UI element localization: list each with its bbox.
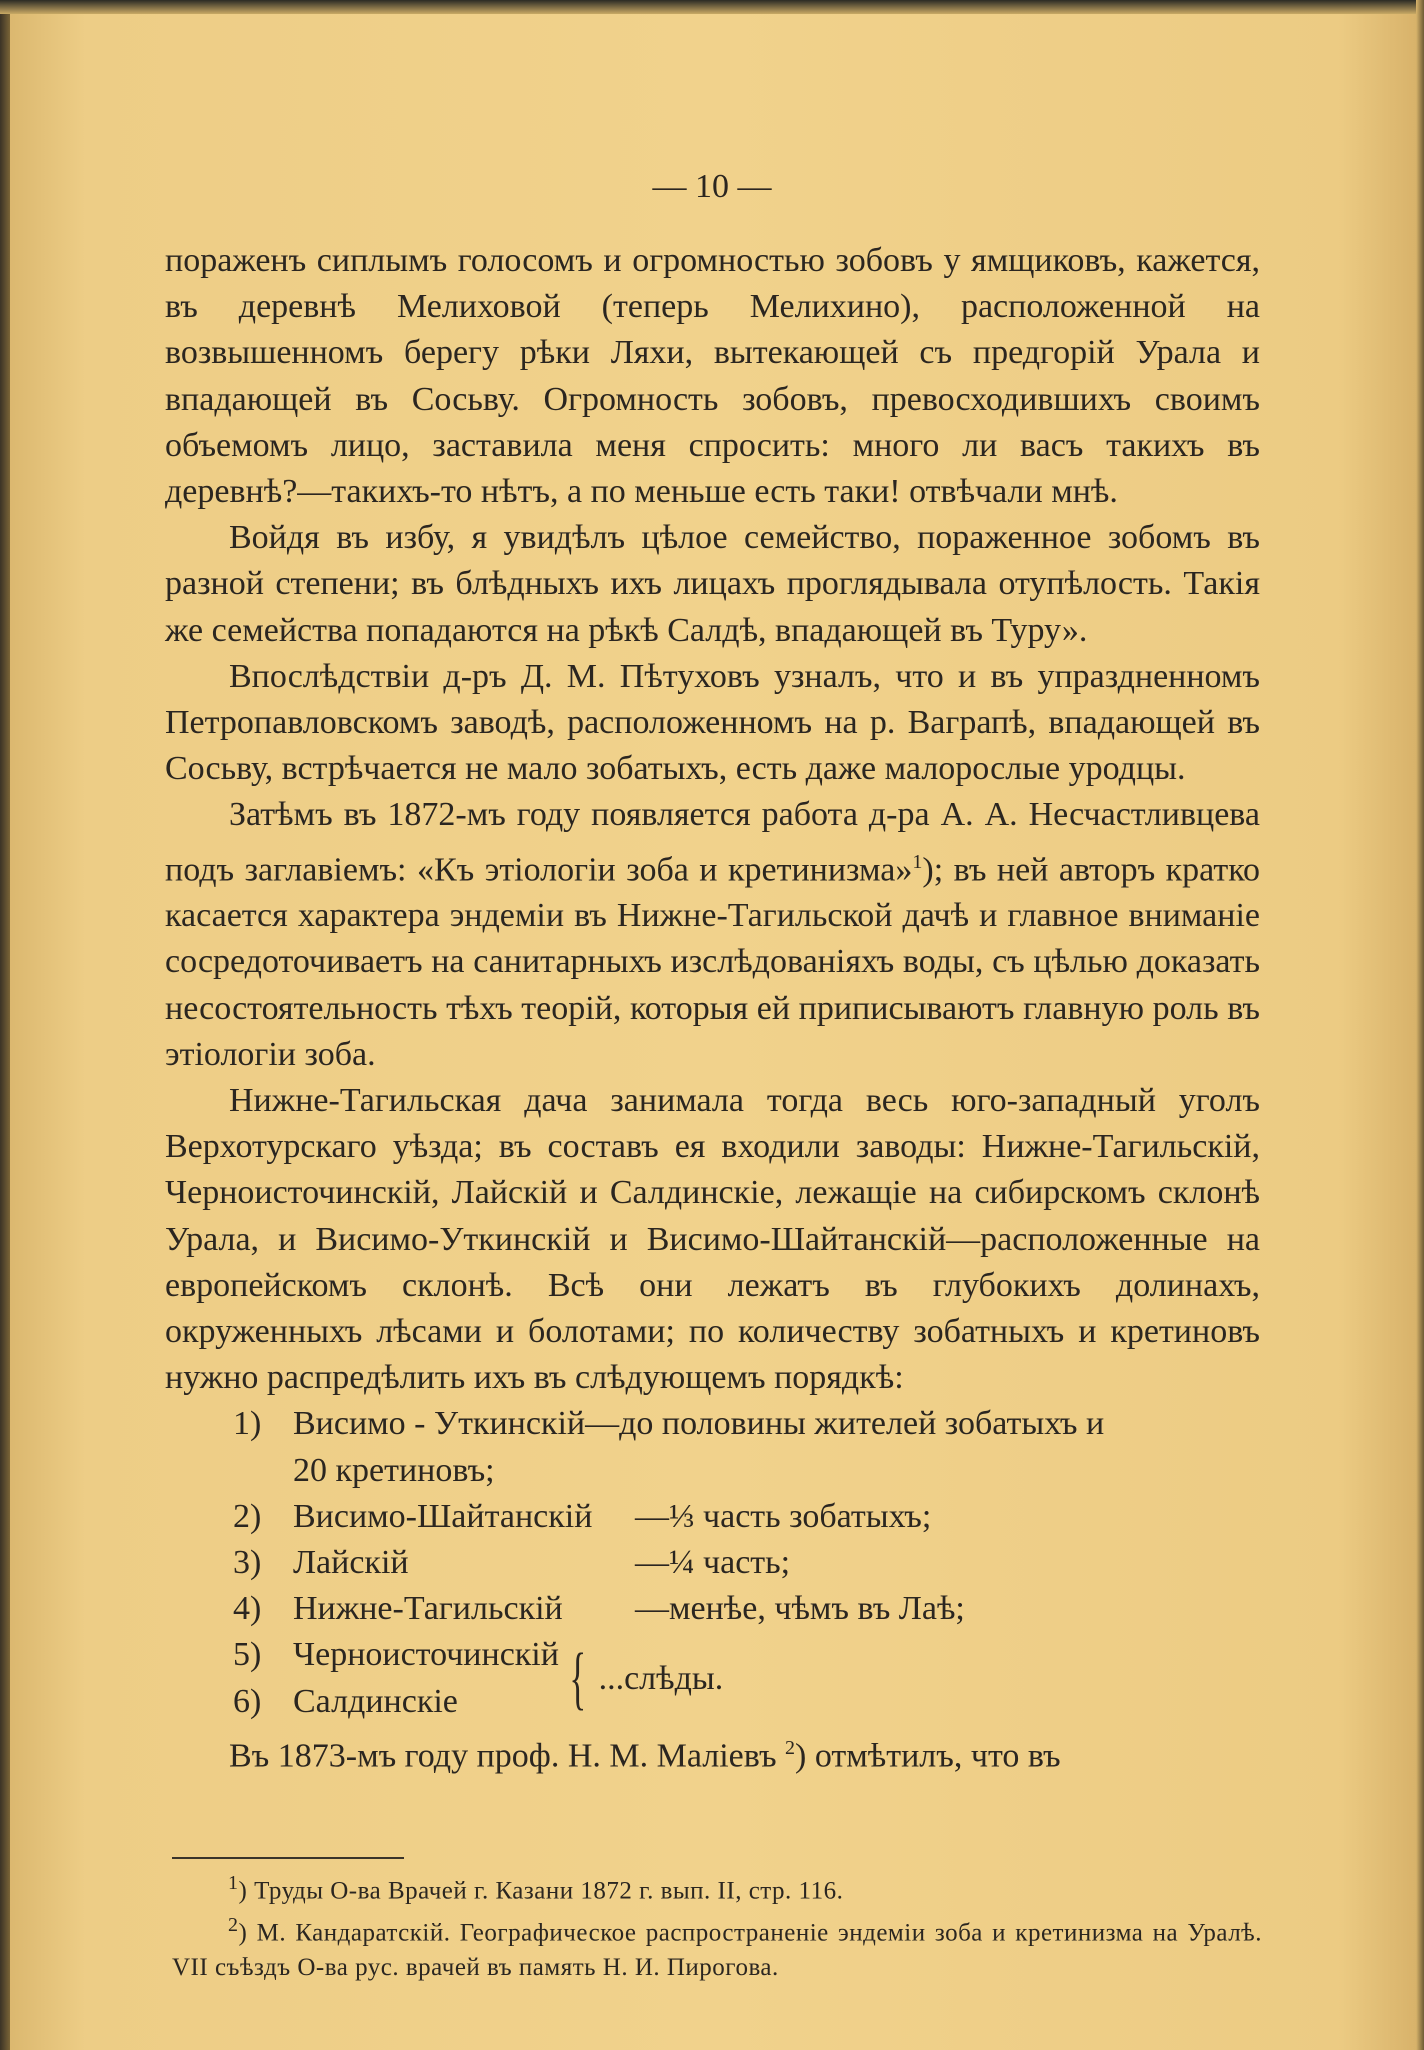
- paragraph-text: ; въ ней авторъ кратко касается характера эндеміи въ Нижне-Тагильской дачѣ и главное вниманіе сосредоточиваетъ на санитарныхъ изслѣдованіяхъ воды, съ цѣлью доказать несостоятельность тѣхъ теорій, которыя ей приписываютъ главную роль въ этіологіи зоба.: [165, 850, 1261, 1073]
- paragraph-text: Затѣмъ въ 1872-мъ году появляется работа д-ра А. А. Несчастливцева подъ заглавіемъ: «Къ этіологіи зоба и кретинизма»: [165, 796, 1260, 888]
- list-number: 1): [233, 1405, 262, 1443]
- paragraph-text: Въ 1873-мъ году проф. Н. М. Маліевъ: [229, 1737, 786, 1775]
- brace-glyph: {: [569, 1639, 587, 1717]
- list-number: 5): [233, 1636, 262, 1674]
- list-name: Лайскій: [293, 1544, 409, 1582]
- page-number: — 10 —: [652, 168, 772, 205]
- list-item: [165, 1401, 1260, 1447]
- paragraph: пораженъ сиплымъ голосомъ и огромностью зобовъ у ямщиковъ, кажется, въ деревнѣ Мелиховой (теперь Мелихино), расположенной на возвышенномъ берегу рѣки Ляхи, вытекающей съ предгорій Урала и впадающей въ Сосьву. Огромность зобовъ, превосходившихъ своимъ объемомъ лицо, заставила меня спросить: много ли васъ такихъ въ деревнѣ?—такихъ-то нѣтъ, а по меньше есть таки! отвѣчали мнѣ.: [165, 242, 1260, 511]
- list-group: [165, 1632, 1260, 1724]
- paragraph: Затѣмъ въ 1872-мъ году появляется работа д-ра А. А. Несчастливцева подъ заглавіемъ: «Къ этіологіи зоба и кретинизма»$^1$); въ ней авторъ кратко касается характера эндеміи въ Нижне-Тагильской дачѣ и главное вниманіе сосредоточиваетъ на санитарныхъ изслѣдованіяхъ воды, съ цѣлью доказать несостоятельность тѣхъ теорій, которыя ей приписываютъ главную роль въ этіологіи зоба.: [165, 796, 1261, 1073]
- brace-items: [165, 1632, 559, 1724]
- list-item: [165, 1448, 1260, 1494]
- paragraph: Впослѣдствіи д-ръ Д. М. Пѣтуховъ узналъ, что и въ упраздненномъ Петропавловскомъ заводѣ, расположенномъ на р. Ваграпѣ, впадающей въ Сосьву, встрѣчается не мало зобатыхъ, есть даже малорослые уродцы.: [165, 657, 1260, 788]
- footnote-text: ) М. Кандаратскій. Географическое распространеніе эндеміи зоба и кретинизма на Уралѣ. VII съѣздъ О-ва рус. врачей въ память Н. И. Пирогова.: [172, 1919, 1262, 1981]
- list-value: —менѣе, чѣмъ въ Лаѣ;: [635, 1590, 965, 1628]
- page-right-edge: [1416, 0, 1424, 2050]
- footnote-text: ) Труды О-ва Врачей г. Казани 1872 г. вып. II, стр. 116.: [238, 1877, 844, 1905]
- paragraph-text: ) отмѣтилъ, что въ: [795, 1737, 1061, 1775]
- footnote-mark: 1: [228, 1872, 239, 1894]
- list-item: [165, 1494, 1260, 1540]
- list-name: Салдинскіе: [293, 1682, 458, 1720]
- list-item: [165, 1679, 559, 1725]
- footnote: [172, 1866, 1262, 1908]
- footnote-mark: 2: [228, 1914, 239, 1937]
- list-number: 6): [233, 1682, 262, 1720]
- list-number: 2): [233, 1497, 262, 1535]
- footnote-ref[interactable]: 1: [912, 850, 923, 873]
- footnote-ref[interactable]: 2: [785, 1736, 796, 1759]
- footnote: [172, 1908, 1262, 1984]
- page-top-edge: [0, 0, 1424, 14]
- paragraph: Войдя въ избу, я увидѣлъ цѣлое семейство, пораженное зобомъ въ разной степени; въ блѣдныхъ ихъ лицахъ проглядывала отупѣлость. Такія же семейства попадаются на рѣкѣ Салдѣ, впадающей въ Туру».: [165, 519, 1260, 649]
- list-item: [165, 1540, 1260, 1586]
- main-text: [165, 238, 1260, 1779]
- book-spine-edge: [0, 0, 10, 2050]
- list-item: [165, 1586, 1260, 1632]
- list-text: 20 кретиновъ;: [293, 1451, 495, 1489]
- brace-label: ...слѣды.: [598, 1659, 724, 1697]
- footnote-divider: [172, 1857, 404, 1859]
- list-value: —¼ часть;: [635, 1544, 791, 1582]
- list-number: 4): [233, 1590, 262, 1628]
- footnotes: [172, 1866, 1262, 1985]
- list-name: Нижне-Тагильскій: [293, 1590, 563, 1628]
- list-name: Черноисточинскій: [293, 1636, 559, 1674]
- paragraph: [165, 1725, 1260, 1780]
- factory-list: [165, 1401, 1260, 1724]
- list-number: 3): [233, 1544, 262, 1582]
- paragraph: Нижне-Тагильская дача занимала тогда весь юго-западный уголъ Верхотурскаго уѣзда; въ составъ ея входили заводы: Нижне-Тагильскій, Черноисточинскій, Лайскій и Салдинскіе, лежащіе на сибирскомъ склонѣ Урала, и Висимо-Уткинскій и Висимо-Шайтанскій—расположенные на европейскомъ склонѣ. Всѣ они лежатъ въ глубокихъ долинахъ, окруженныхъ лѣсами и болотами; по количеству зобатныхъ и кретиновъ нужно распредѣлить ихъ въ слѣдующемъ порядкѣ:: [165, 1081, 1260, 1397]
- list-text: Висимо - Уткинскій—до половины жителей зобатыхъ и: [293, 1405, 1105, 1443]
- list-value: —⅓ часть зобатыхъ;: [635, 1497, 932, 1535]
- list-name: Висимо-Шайтанскій: [293, 1497, 593, 1535]
- list-item: [165, 1632, 559, 1678]
